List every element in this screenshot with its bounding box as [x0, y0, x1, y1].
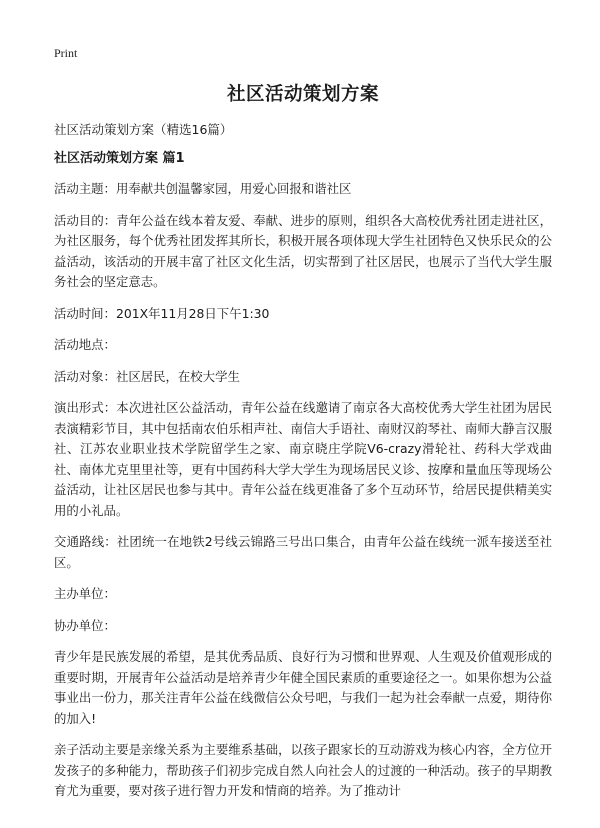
paragraph-activity-audience: 活动对象：社区居民，在校大学生 [54, 368, 240, 384]
paragraph-youth-intro: 青少年是民族发展的希望，是其优秀品质、良好行为习惯和世界观、人生观及价值观形成的重要时期，开展青年公益活动是培养青少年健全国民素质的重要途径之一。如果你想为公益事业出一份力，那关注青年公益在线微信公众号吧，与我们一起为社会奉献一点爱，期待你的加入! [54, 649, 552, 726]
print-link[interactable]: Print [54, 46, 78, 60]
paragraph-co-organizer: 协办单位： [54, 617, 116, 633]
section-heading: 社区活动策划方案 篇1 [54, 151, 185, 166]
paragraph-transport-route: 交通路线：社团统一在地铁2号线云锦路三号出口集合，由青年公益在线统一派车接送至社区。 [54, 534, 552, 570]
paragraph-organizer: 主办单位： [54, 586, 116, 601]
document-body [54, 150, 552, 813]
paragraph-activity-purpose: 活动目的：青年公益在线本着友爱、奉献、进步的原则，组织各大高校优秀社团走进社区，为社区服务，每个优秀社团发挥其所长，积极开展各项体现大学生社团特色又快乐民众的公益活动，该活动的开展丰富了社区文化生活，切实帮到了社区居民，也展示了当代大学生服务社会的坚定意志。 [54, 212, 552, 289]
paragraph-activity-theme: 活动主题：用奉献共创温馨家园，用爱心回报和谐社区 [54, 181, 352, 196]
paragraph-parent-child: 亲子活动主要是亲缘关系为主要维系基础，以孩子跟家长的互动游戏为核心内容，全方位开发孩子的多种能力，帮助孩子们初步完成自然人向社会人的过渡的一种活动。孩子的早期教育尤为重要，要对孩子进行智力开发和情商的培养。为了推动计 [54, 742, 552, 798]
paragraph-performance-format: 演出形式：本次进社区公益活动，青年公益在线邀请了南京各大高校优秀大学生社团为居民表演精彩节目，其中包括南农伯乐相声社、南信大手语社、南财汉韵琴社、南师大静言汉服社、江苏农业职业技术学院留学生之家、南京晓庄学院V6-crazy滑轮社、药科大学戏曲社、南体尤克里里社等，更有中国药科大学大学生为现场居民义诊、按摩和量血压等现场公益活动，让社区居民也参与其中。青年公益在线更准备了多个互动环节，给居民提供精美实用的小礼品。 [54, 400, 552, 518]
document-subtitle: 社区活动策划方案（精选16篇） [54, 122, 233, 137]
paragraph-activity-time: 活动时间：201X年11月28日下午1:30 [54, 305, 270, 321]
document-title: 社区活动策划方案 [226, 84, 379, 105]
paragraph-activity-location: 活动地点： [54, 337, 116, 352]
